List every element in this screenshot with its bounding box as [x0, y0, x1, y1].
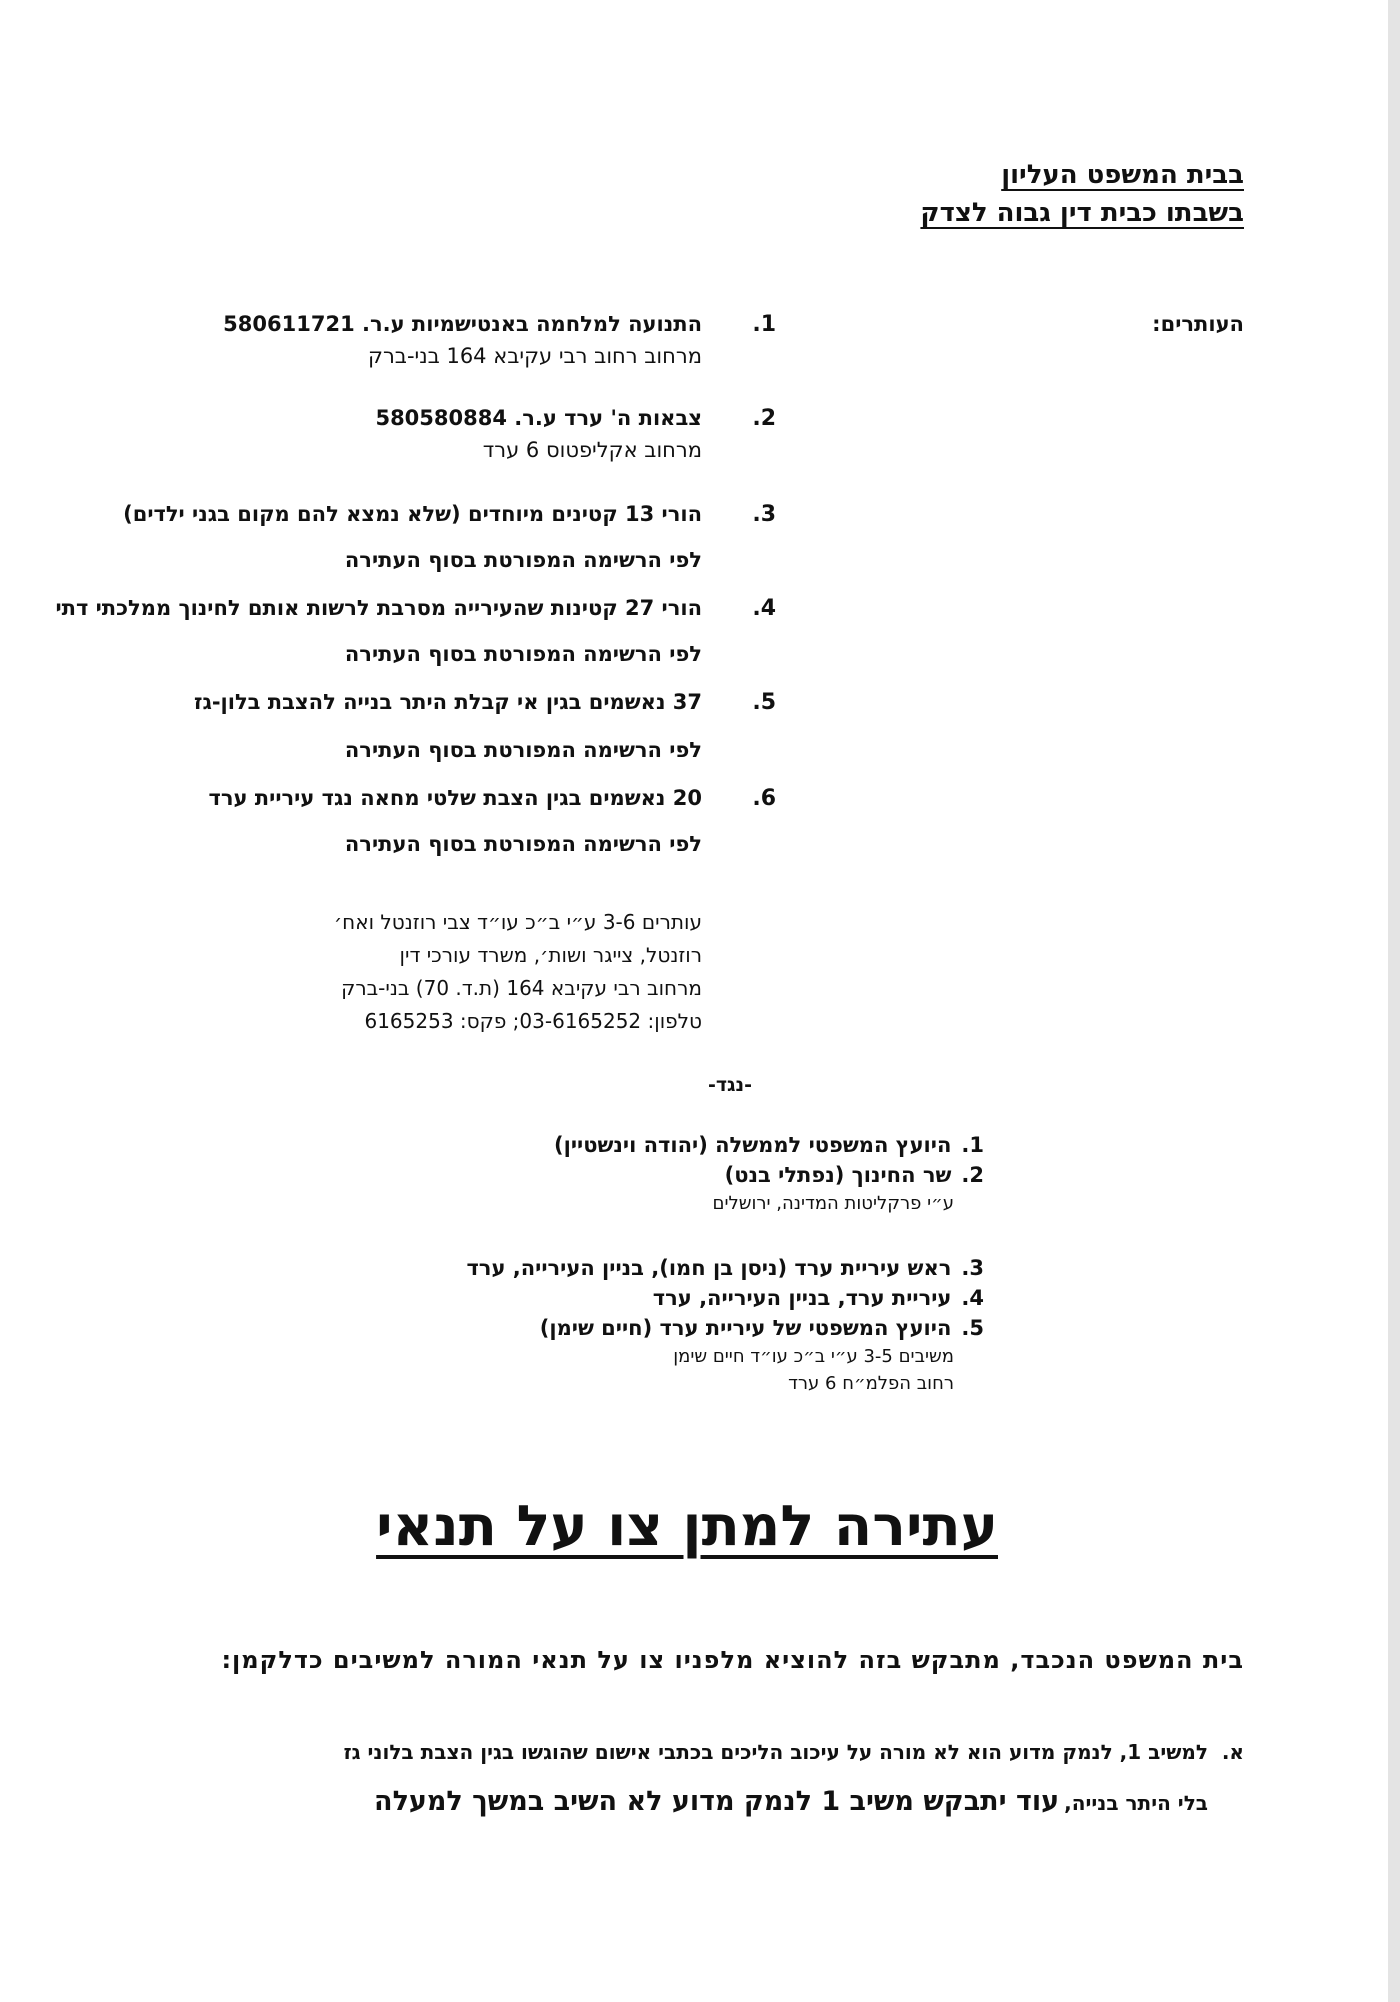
clause-text-part: עוד יתבקש משיב 1 לנמק מדוע לא השיב במשך למעלה — [374, 1786, 1060, 1817]
petitioner-name: הורי 27 קטינות שהעירייה מסרבת לרשות אותם לחינוך ממלכתי דתי — [55, 596, 702, 620]
respondent-number: 2. — [961, 1163, 984, 1187]
page-edge — [1388, 0, 1400, 2002]
respondent-name: היועץ המשפטי לממשלה (יהודה וינשטיין) — [554, 1133, 952, 1157]
petitioner-name: הורי 13 קטינים מיוחדים (שלא נמצא להם מקום בגני ילדים) — [123, 502, 702, 526]
counsel-line: טלפון: 03-6165252; פקס: 6165253 — [364, 1009, 702, 1033]
respondent-counsel-note: משיבים 3-5 ע״י ב״כ עו״ד חיים שימן — [673, 1346, 954, 1367]
petitioner-list-reference: לפי הרשימה המפורטת בסוף העתירה — [344, 832, 702, 856]
request-paragraph: בית המשפט הנכבד, מתבקש בזה להוציא מלפניו צו על תנאי המורה למשיבים כדלקמן: — [221, 1646, 1244, 1674]
petitioner-number: 5. — [752, 690, 776, 715]
respondent-name: היועץ המשפטי של עיריית ערד (חיים שימן) — [539, 1316, 952, 1340]
clause-letter: א. — [1221, 1740, 1244, 1764]
respondent-name: ראש עיריית ערד (ניסן בן חמו), בניין העירייה, ערד — [466, 1256, 952, 1280]
respondent-number: 1. — [961, 1133, 984, 1157]
respondent-counsel-note: ע״י פרקליטות המדינה, ירושלים — [712, 1193, 954, 1214]
court-capacity: בשבתו כבית דין גבוה לצדק — [920, 198, 1244, 228]
court-name: בבית המשפט העליון — [1001, 160, 1244, 190]
respondent-name: עיריית ערד, בניין העירייה, ערד — [652, 1286, 952, 1310]
petitioner-address: מרחוב אקליפטוס 6 ערד — [482, 438, 702, 462]
respondent-row — [364, 1283, 984, 1313]
petitioner-name: 20 נאשמים בגין הצבת שלטי מחאה נגד עיריית ערד — [208, 786, 702, 810]
petitioner-name: התנועה למלחמה באנטישמיות ע.ר. 580611721 — [223, 312, 702, 336]
petitioner-name: צבאות ה' ערד ע.ר. 580580884 — [375, 406, 702, 430]
respondent-counsel-address: רחוב הפלמ״ח 6 ערד — [788, 1373, 954, 1394]
counsel-details — [334, 906, 702, 1038]
respondent-row — [364, 1130, 984, 1160]
petitioner-list-reference: לפי הרשימה המפורטת בסוף העתירה — [344, 548, 702, 572]
petitioner-address: מרחוב רחוב רבי עקיבא 164 בני-ברק — [368, 344, 702, 368]
respondent-name: שר החינוך (נפתלי בנט) — [724, 1163, 952, 1187]
respondent-number: 3. — [961, 1256, 984, 1280]
clause-text-line — [374, 1786, 1208, 1817]
petitioner-number: 3. — [752, 502, 776, 527]
counsel-line: עותרים 3-6 ע״י ב״כ עו״ד צבי רוזנטל ואח׳ — [333, 910, 702, 934]
respondent-row — [364, 1253, 984, 1283]
respondent-row — [364, 1160, 984, 1190]
petitioners-label: העותרים: — [1152, 312, 1244, 336]
respondents-list — [364, 1130, 984, 1397]
clause-text-line: למשיב 1, לנמק מדוע הוא לא מורה על עיכוב הליכים בכתבי אישום שהוגשו בגין הצבת בלוני גז — [343, 1740, 1208, 1764]
petition-title: עתירה למתן צו על תנאי — [376, 1494, 998, 1559]
respondent-number: 5. — [961, 1316, 984, 1340]
clause-text-part: בלי היתר בנייה, — [1064, 1791, 1208, 1815]
petitioner-number: 2. — [752, 406, 776, 431]
petitioner-number: 1. — [752, 312, 776, 337]
petitioner-name: 37 נאשמים בגין אי קבלת היתר בנייה להצבת בלון-גז — [194, 690, 702, 714]
petitioner-number: 6. — [752, 786, 776, 811]
petitioner-list-reference: לפי הרשימה המפורטת בסוף העתירה — [344, 738, 702, 762]
petitioner-number: 4. — [752, 596, 776, 621]
respondent-row — [364, 1313, 984, 1343]
petitioner-list-reference: לפי הרשימה המפורטת בסוף העתירה — [344, 642, 702, 666]
respondent-number: 4. — [961, 1286, 984, 1310]
counsel-line: רוזנטל, צייגר ושות׳, משרד עורכי דין — [399, 943, 702, 967]
counsel-line: מרחוב רבי עקיבא 164 (ת.ד. 70) בני-ברק — [341, 976, 702, 1000]
versus-divider: -נגד- — [707, 1074, 752, 1096]
